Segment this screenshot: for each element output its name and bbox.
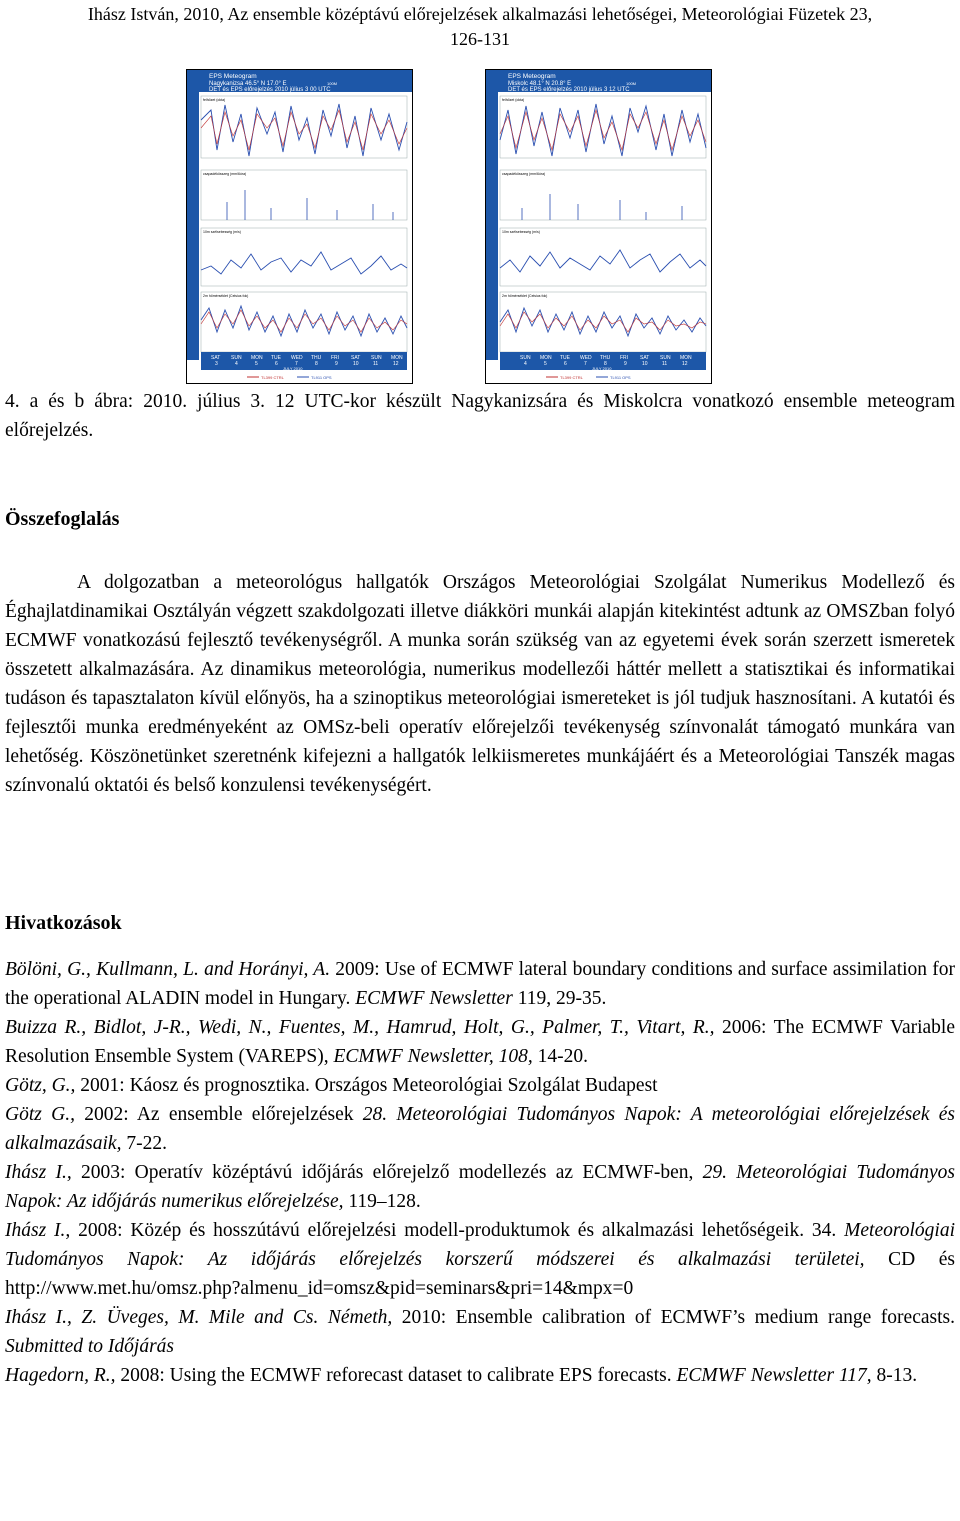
panel-wind [500,228,706,286]
meteogram-figure-b [485,69,712,384]
svg-text:9: 9 [335,361,338,367]
svg-text:JULY 2010: JULY 2010 [592,366,612,371]
svg-text:FRI: FRI [331,355,340,361]
svg-text:TL399 CTRL: TL399 CTRL [261,375,284,380]
svg-text:SUN: SUN [660,355,671,361]
figure-caption: 4. a és b ábra: 2010. július 3. 12 UTC-kor készült Nagykanizsára és Miskolcra vonatkozó ensemble meteogram előrejelzés. [5,391,955,441]
svg-text:2m hőmérséklet (Celsius fok): 2m hőmérséklet (Celsius fok) [502,294,548,298]
panel-cloud [500,96,706,158]
reference-item: Hagedorn, R., 2008: Using the ECMWF reforecast dataset to calibrate EPS forecasts. ECMWF Newsletter 117, 8-13. [5,1365,918,1386]
svg-text:9: 9 [624,361,627,367]
svg-text:10: 10 [353,361,359,367]
svg-text:10m szélsebesség (m/s): 10m szélsebesség (m/s) [203,230,241,234]
meteogram-location: Nagykanizsa 46.5° N 17.0° E [209,81,287,87]
svg-text:MON: MON [680,355,692,361]
reference-item: Bölöni, G., Kullmann, L. and Horányi, A. 2009: Use of ECMWF lateral boundary conditions and surface assimilation for the operational ALADIN model in Hungary. ECMWF Newsletter 119, 29-35. [5,959,955,1009]
svg-text:THU: THU [311,355,322,361]
header-line-1: Ihász István, 2010, Az ensemble középtávú előrejelzések alkalmazási lehetőségei, Meteorológiai Füzetek 23, [87,4,873,24]
svg-text:8: 8 [315,361,318,367]
reference-item: Ihász I., Z. Üveges, M. Mile and Cs. Németh, 2010: Ensemble calibration of ECMWF’s medium range forecasts. Submitted to Időjárás [5,1307,955,1357]
panel-temperature [201,292,407,352]
meteogram-legend [247,375,332,380]
svg-text:8: 8 [604,361,607,367]
summary-heading: Összefoglalás [5,508,120,530]
reference-item: Buizza R., Bidlot, J-R., Wedi, N., Fuentes, M., Hamrud, Holt, G., Palmer, T., Vitart, R., 2006: The ECMWF Variable Resolution Ensemble System (VAREPS), ECMWF Newsletter, 108, 14-20. [5,1017,955,1067]
meteogram-figure-a [186,69,413,384]
svg-text:TUE: TUE [271,355,281,361]
svg-text:csapadékösszeg (mm/6óra): csapadékösszeg (mm/6óra) [502,172,546,176]
meteogram-legend [546,375,631,380]
meteogram-location: Miskolc 48.1° N 20.8° E [508,81,572,87]
reference-list [5,955,955,1390]
svg-text:THU: THU [600,355,611,361]
meteogram-title: EPS Meteogram [508,73,556,80]
running-header [0,2,960,52]
meteogram-run: DET és EPS előrejelzés 2010 július 3 12 UTC [508,87,630,93]
svg-text:TL911 OPS: TL911 OPS [610,375,631,380]
svg-text:7: 7 [584,361,587,367]
meteogram-run: DET és EPS előrejelzés 2010 július 3 00 UTC [209,87,331,93]
svg-text:JULY 2010: JULY 2010 [283,366,303,371]
references-heading: Hivatkozások [5,912,122,934]
svg-text:5: 5 [255,361,258,367]
svg-text:TL911 OPS: TL911 OPS [311,375,332,380]
svg-text:5: 5 [544,361,547,367]
reference-item: Ihász I., 2003: Operatív középtávú időjárás előrejelző modellezés az ECMWF-ben, 29. Meteorológiai Tudományos Napok: Az időjárás numerikus előrejelzése, 119–128. [5,1162,956,1212]
meteogram-corner: 100M [327,81,338,86]
meteogram-title: EPS Meteogram [209,73,257,80]
svg-text:11: 11 [662,361,668,367]
panel-wind [201,228,407,286]
panel-precip [201,170,407,220]
svg-text:12: 12 [682,361,688,367]
svg-text:SUN: SUN [371,355,382,361]
reference-item: Ihász I., 2008: Közép és hosszútávú előrejelzési modell-produktumok és alkalmazási lehetőségeik. 34. Meteorológiai Tudományos Napok: Az időjárás előrejelzés korszerű módszerei és alkalmazási területei, CD és http://www.met.hu/omsz.php?almenu_id=omsz&pid=seminars&pri=14&mpx=0 [5,1220,955,1299]
panel-precip [500,170,706,220]
summary-body: A dolgozatban a meteorológus hallgatók Országos Meteorológiai Szolgálat Numerikus Modellező és Éghajlatdinamikai Osztályán végzett szakdolgozati illetve diákköri munkái alapján kitekintést adtunk az OMSZban folyó ECMWF vonatkozású fejlesztő tevékenységről. A munka során szükség van az egyetemi évek során szerzett ismeretek összetett alkalmazására. Az dinamikus meteorológia, numerikus modellezői háttér mellett a statisztikai és informatikai tudáson és tapasztalaton kívül előnyös, ha a szinoptikus meteorológiai ismereteket is jól tudjuk hasznosítani. A kutatói és fejlesztői munka eredményeként az OMSz-beli operatív előrejelzői tevékenység színvonalát támogató munkára van lehetőség. Köszönetünket szeretnénk kifejezni a hallgatók lelkiismeretes munkájáért és a Meteorológiai Tanszék magas színvonalú oktatói és belső konzulensi tevékenységért. [5,572,955,796]
meteogram-corner: 100M [626,81,637,86]
svg-text:WED: WED [580,355,592,361]
meteogram-axis-strip [486,92,498,360]
reference-item: Götz, G., 2001: Káosz és prognosztika. Országos Meteorológiai Szolgálat Budapest [5,1075,658,1096]
reference-item: Götz G., 2002: Az ensemble előrejelzések 28. Meteorológiai Tudományos Napok: A meteorológiai előrejelzések és alkalmazásaik, 7-22. [5,1104,956,1154]
svg-text:4: 4 [235,361,238,367]
panel-cloud [201,96,407,158]
svg-text:SUN: SUN [231,355,242,361]
svg-text:6: 6 [564,361,567,367]
svg-text:FRI: FRI [620,355,629,361]
summary-paragraph [5,568,955,800]
svg-text:SAT: SAT [351,355,361,361]
svg-text:SAT: SAT [211,355,221,361]
svg-text:6: 6 [275,361,278,367]
svg-text:TL399 CTRL: TL399 CTRL [560,375,583,380]
svg-text:10: 10 [642,361,648,367]
header-line-2: 126-131 [450,29,510,49]
svg-text:2m hőmérséklet (Celsius fok): 2m hőmérséklet (Celsius fok) [203,294,249,298]
svg-text:7: 7 [295,361,298,367]
svg-text:felhőzet (okta): felhőzet (okta) [203,98,226,102]
svg-text:SAT: SAT [640,355,650,361]
svg-text:csapadékösszeg (mm/6óra): csapadékösszeg (mm/6óra) [203,172,247,176]
svg-text:WED: WED [291,355,303,361]
svg-text:TUE: TUE [560,355,570,361]
panel-temperature [500,292,706,352]
svg-text:felhőzet (okta): felhőzet (okta) [502,98,525,102]
svg-text:10m szélsebesség (m/s): 10m szélsebesség (m/s) [502,230,540,234]
svg-text:4: 4 [524,361,527,367]
svg-text:MON: MON [251,355,263,361]
meteogram-axis-strip [187,92,199,360]
svg-text:3: 3 [215,361,218,367]
svg-text:MON: MON [540,355,552,361]
svg-text:SUN: SUN [520,355,531,361]
svg-text:12: 12 [393,361,399,367]
svg-text:MON: MON [391,355,403,361]
svg-text:11: 11 [373,361,379,367]
